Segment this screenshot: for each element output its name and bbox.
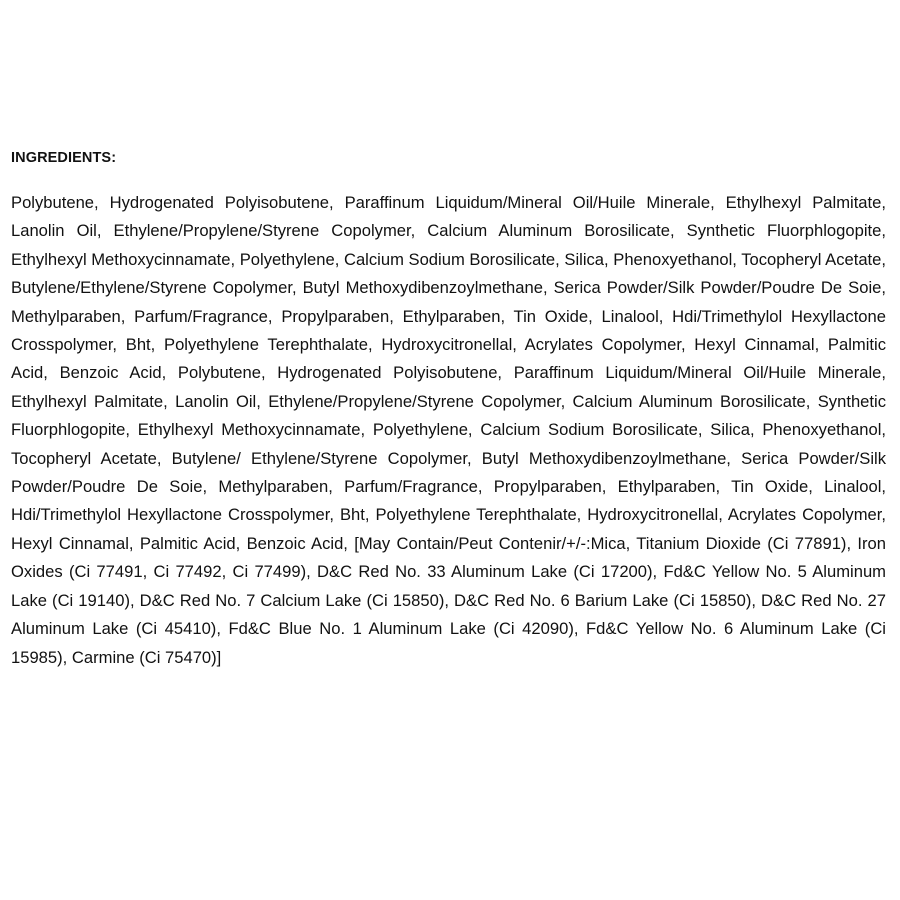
ingredients-heading: INGREDIENTS:: [11, 150, 117, 166]
ingredients-document: [11, 148, 886, 672]
ingredients-list-text: Polybutene, Hydrogenated Polyisobutene, Paraffinum Liquidum/Mineral Oil/Huile Minerale, Ethylhexyl Palmitate, Lanolin Oil, Ethylene/Propylene/Styrene Copolymer, Calcium Aluminum Borosilicate, Synthetic Fluorphlogopite, Ethylhexyl Methoxycinnamate, Polyethylene, Calcium Sodium Borosilicate, Silica, Phenoxyethanol, Tocopheryl Acetate, Butylene/Ethylene/Styrene Copolymer, Butyl Methoxydibenzoylmethane, Serica Powder/Silk Powder/Poudre De Soie, Methylparaben, Parfum/Fragrance, Propylparaben, Ethylparaben, Tin Oxide, Linalool, Hdi/Trimethylol Hexyllactone Crosspolymer, Bht, Polyethylene Terephthalate, Hydroxycitronellal, Acrylates Copolymer, Hexyl Cinnamal, Palmitic Acid, Benzoic Acid, Polybutene, Hydrogenated Polyisobutene, Paraffinum Liquidum/Mineral Oil/Huile Minerale, Ethylhexyl Palmitate, Lanolin Oil, Ethylene/Propylene/Styrene Copolymer, Calcium Aluminum Borosilicate, Synthetic Fluorphlogopite, Ethylhexyl Methoxycinnamate, Polyethylene, Calcium Sodium Borosilicate, Silica, Phenoxyethanol, Tocopheryl Acetate, Butylene/ Ethylene/Styrene Copolymer, Butyl Methoxydibenzoylmethane, Serica Powder/Silk Powder/Poudre De Soie, Methylparaben, Parfum/Fragrance, Propylparaben, Ethylparaben, Tin Oxide, Linalool, Hdi/Trimethylol Hexyllactone Crosspolymer, Bht, Polyethylene Terephthalate, Hydroxycitronellal, Acrylates Copolymer, Hexyl Cinnamal, Palmitic Acid, Benzoic Acid, [May Contain/Peut Contenir/+/-:Mica, Titanium Dioxide (Ci 77891), Iron Oxides (Ci 77491, Ci 77492, Ci 77499), D&C Red No. 33 Aluminum Lake (Ci 17200), Fd&C Yellow No. 5 Aluminum Lake (Ci 19140), D&C Red No. 7 Calcium Lake (Ci 15850), D&C Red No. 6 Barium Lake (Ci 15850), D&C Red No. 27 Aluminum Lake (Ci 45410), Fd&C Blue No. 1 Aluminum Lake (Ci 42090), Fd&C Yellow No. 6 Aluminum Lake (Ci 15985), Carmine (Ci 75470)]: [11, 193, 887, 667]
